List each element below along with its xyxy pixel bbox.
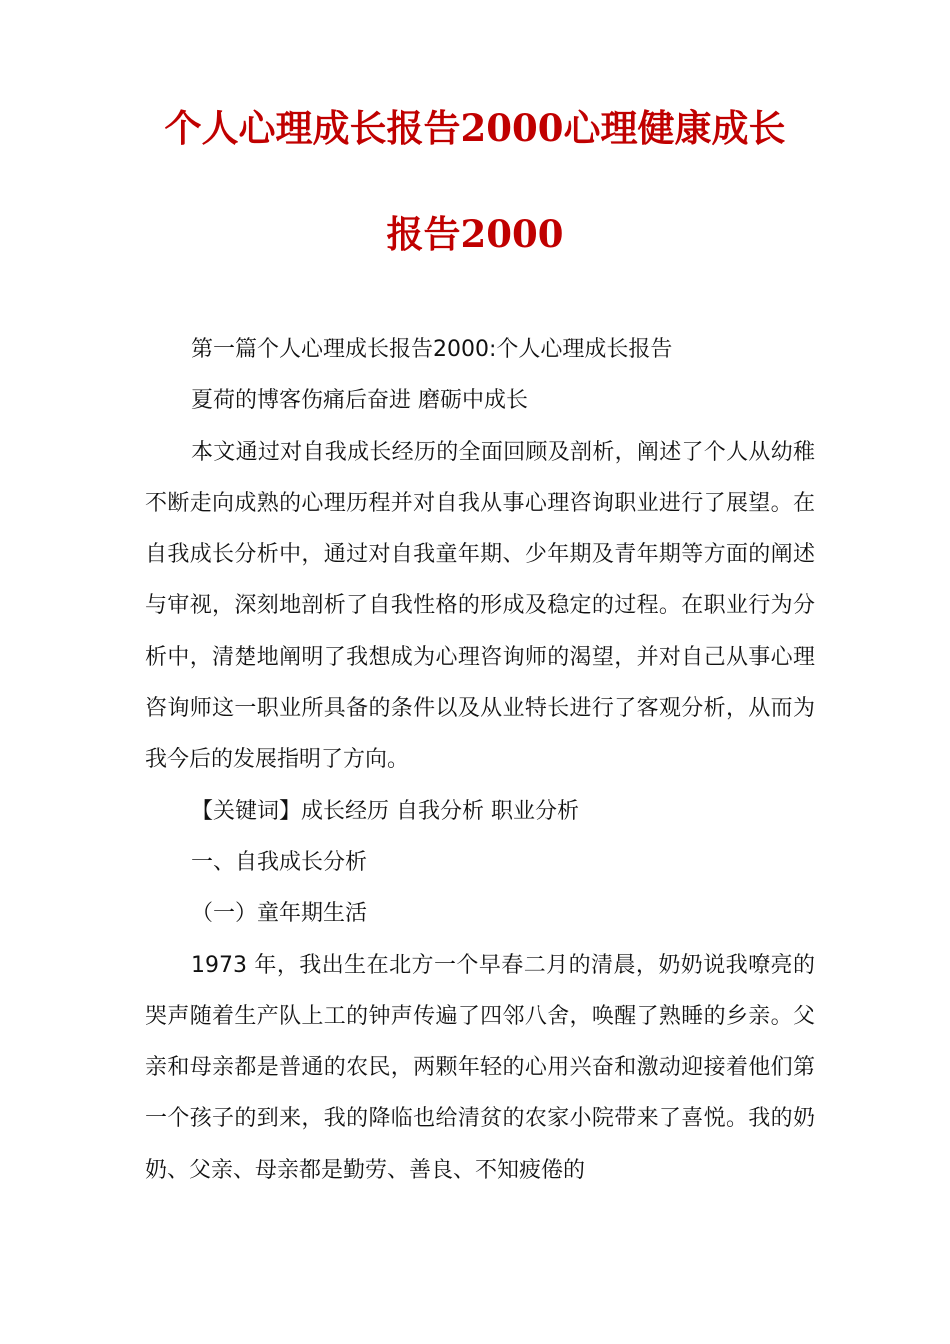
section-heading: 一、自我成长分析	[191, 849, 368, 875]
subtitle-paragraph: 第一篇个人心理成长报告2000:个人心理成长报告	[191, 337, 673, 362]
subsection-heading: （一）童年期生活	[191, 901, 368, 927]
document-body	[145, 324, 815, 1196]
blog-heading-paragraph: 夏荷的博客伤痛后奋进 磨砺中成长	[191, 388, 528, 414]
keywords-paragraph: 【关键词】成长经历 自我分析 职业分析	[191, 798, 579, 824]
document-title-line-2: 报告2000	[386, 212, 564, 256]
body-paragraph: 1973 年，我出生在北方一个早春二月的清晨，奶奶说我嘹亮的哭声随着生产队上工的钟声传遍了四邻八舍，唤醒了熟睡的乡亲。父亲和母亲都是普通的农民，两颗年轻的心用兴奋和激动迎接着他们第一个孩子的到来，我的降临也给清贫的农家小院带来了喜悦。我的奶奶、父亲、母亲都是勤劳、善良、不知疲倦的	[145, 952, 815, 1183]
abstract-paragraph: 本文通过对自我成长经历的全面回顾及剖析，阐述了个人从幼稚不断走向成熟的心理历程并对自我从事心理咨询职业进行了展望。在自我成长分析中，通过对自我童年期、少年期及青年期等方面的阐述与审视，深刻地剖析了自我性格的形成及稳定的过程。在职业行为分析中，清楚地阐明了我想成为心理咨询师的渴望，并对自己从事心理咨询师这一职业所具备的条件以及从业特长进行了客观分析，从而为我今后的发展指明了方向。	[145, 439, 815, 773]
document-title-line-1: 个人心理成长报告2000心理健康成长	[164, 106, 786, 150]
